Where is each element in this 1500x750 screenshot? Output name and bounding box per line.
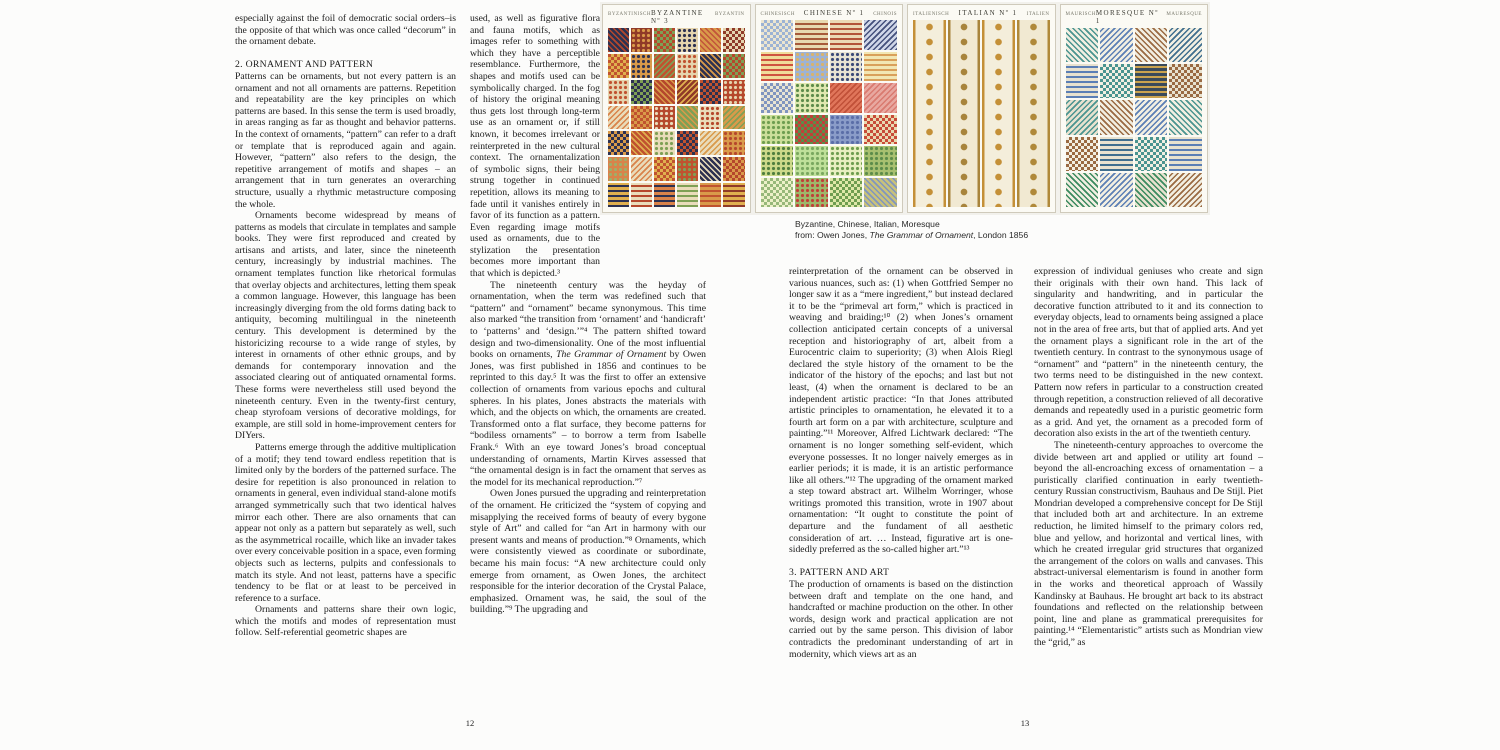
pattern-swatch (723, 131, 744, 155)
pattern-swatch (1100, 28, 1133, 62)
pattern-swatch (982, 20, 1015, 207)
paragraph: used, as well as figurative flora and fauna motifs, which as images refer to something with which they have a perceptible resemblance. Furthermore, the shapes and motifs used can be symbolically charged. In the fog of history the original meaning thus gets lost through long-term use as an ornament or, if still known, it becomes irrelevant or reinterpreted in the new cultural context. The ornamentalization of symbolic signs, their being strung together in continued repetition, allows its meaning to fade until it vanishes entirely in favor of its function as a pattern. Even regarding image motifs used as ornaments, due to the stylization the presentation becomes more important than that which is depicted.³ (470, 13, 600, 280)
page-number-left: 12 (465, 718, 475, 728)
pattern-swatch (1100, 173, 1133, 207)
pattern-swatch (1017, 20, 1050, 207)
plate-title: CHINESE Nº 1 (803, 9, 865, 17)
plate-label-german: ITALIENISCH (913, 12, 950, 17)
plate-header (1066, 9, 1203, 25)
pattern-swatch (1066, 173, 1099, 207)
pattern-swatch (1169, 137, 1202, 171)
pattern-swatch (1169, 173, 1202, 207)
plate-label-german: BYZANTINISCH (608, 12, 651, 17)
pattern-swatch (723, 183, 744, 207)
pattern-swatch (864, 20, 897, 50)
pattern-swatch (723, 28, 744, 52)
pattern-swatch (1135, 28, 1168, 62)
pattern-swatch (1169, 100, 1202, 134)
plate-italian (907, 4, 1056, 213)
right-page-column-2 (1034, 266, 1263, 649)
plate-label-french: ITALIEN (1026, 12, 1050, 17)
paragraph-gap (235, 48, 456, 60)
pattern-swatch (723, 157, 744, 181)
pattern-swatch (1066, 64, 1099, 98)
pattern-swatch (864, 83, 897, 113)
plate-label-german: MAURISCH (1065, 12, 1096, 17)
plate-header (913, 9, 1050, 17)
pattern-swatch (761, 115, 794, 145)
plate-label-french: MAURESQUE (1166, 12, 1202, 17)
paragraph: The production of ornaments is based on the distinction between draft and template on the one hand, and handcrafted or machine production on the other. In other words, design work and practical application are not carried out by the same person. This division of labor contradicts the predominant understanding of art in modernity, which views art as an (789, 579, 1013, 660)
pattern-swatch (761, 83, 794, 113)
section-heading: 3. PATTERN AND ART (789, 567, 890, 579)
section-heading: 2. ORNAMENT AND PATTERN (235, 59, 374, 71)
paragraph-gap (789, 556, 1013, 568)
pattern-swatch (795, 146, 828, 176)
pattern-swatch (1066, 137, 1099, 171)
paragraph: The nineteenth century was the heyday of ornamentation, when the term was redefined such that “pattern” and “ornament” became synonymous. This time also marked “the transition from ‘ornament’ and ‘handicraft’ to ‘patterns’ and ‘design.’”⁴ The pattern shifted toward design and two-dimensionality. One of the most influential books on ornaments, The Grammar of Ornament by Owen Jones, was first published in 1856 and continues to be reprinted to this day.⁵ It was the first to offer an extensive collection of ornaments from various epochs and cultural spheres. In his plates, Jones abstracts the materials with which, and the objects on which, the ornaments are created. Transformed onto a flat surface, they become patterns for “bodiless ornaments” – to borrow a term from Isabelle Frank.⁶ With an eye toward Jones’s broad conceptual understanding of ornaments, Martin Kirves assessed that “the ornamental design is in fact the ornament that serves as the model for its mechanical reproduction.”⁷ (470, 279, 706, 488)
pattern-swatch (913, 20, 946, 207)
pattern-swatch (1100, 137, 1133, 171)
plate-title: BYZANTINE Nº 3 (650, 9, 704, 25)
pattern-swatch (795, 178, 828, 208)
pattern-swatch (761, 52, 794, 82)
pattern-swatch (830, 115, 863, 145)
pattern-swatch (830, 83, 863, 113)
pattern-swatch (864, 115, 897, 145)
pattern-swatch (830, 52, 863, 82)
figure-caption (795, 219, 1028, 241)
paragraph: especially against the foil of democratic social orders–is the opposite of that which was once called “decorum” in the ornament debate. (235, 13, 456, 48)
pattern-swatch (761, 20, 794, 50)
plate-title: ITALIAN Nº 1 (958, 9, 1018, 17)
paragraph: The nineteenth-century approaches to overcome the divide between art and applied or utility art found – beyond the all-encroaching excess of ornamentation – a puristically clarified continuation in early twentieth-century Russian constructivism, Bauhaus and De Stijl. Piet Mondrian developed a comprehensive concept for De Stijl that included both art and architecture. In an extreme reduction, he limited himself to the primary colors red, blue and yellow, and horizontal and vertical lines, with which he created irregular grid structures that organized the arrangement of the colors on walls and canvases. This abstract-universal elementarism is found in another form in the works and theoretical approach of Wassily Kandinsky at Bauhaus. He brought art back to its abstract foundations and reflected on the relationship between point, line and plane as grammatical prerequisites for painting.¹⁴ “Elementaristic” artists such as Mondrian view the “grid,” as (1034, 439, 1263, 648)
pattern-swatch (830, 178, 863, 208)
pattern-swatch (1100, 64, 1133, 98)
pattern-swatch (795, 20, 828, 50)
right-page-column-1 (789, 266, 1013, 660)
plate-label-german: CHINESISCH (760, 12, 795, 17)
pattern-swatch (864, 146, 897, 176)
pattern-swatch (761, 178, 794, 208)
paragraph: Ornaments become widespread by means of patterns as models that circulate in templates and sample books. They were first reproduced and created by artisans and artists, and later, since the nineteenth century, increasingly by industrial machines. The ornament templates function like rhetorical formulas that overlay objects and architectures, letting them speak a common language. However, this language has been increasingly diverging from the old forms dating back to antiquity, becoming multilingual in the nineteenth century. This development is determined by the historicizing recourse to a wide range of styles, by interest in ornaments of other ethnic groups, and by demands for contemporary innovation and the associated clearing out of antiquated ornamental forms. These forms were nevertheless still used beyond the nineteenth century. Even in the twenty-first century, cheap styrofoam versions of decorative moldings, for example, are still sold in home-improvement centers for DIYers. (235, 210, 456, 442)
plate-label-french: CHINOIS (873, 12, 897, 17)
pattern-swatch (830, 20, 863, 50)
plate-moresque (1060, 4, 1209, 213)
plate-header (761, 9, 898, 17)
left-page-column-1 (235, 13, 456, 639)
paragraph: Patterns emerge through the additive multiplication of a motif; they tend toward endless repetition that is limited only by the borders of the patterned surface. The desire for repetition is also pronounced in relation to ornaments in general, even individual stand-alone motifs arranged symmetrically such that two identical halves mirror each other. There are also ornaments that can appear not only as a pattern but separately as well, such as the asymmetrical rocaille, which like an invader takes over every conceivable position in a space, even forming objects such as lecterns, pulpits and confessionals to match its style. And not least, patterns have a specific tendency to be flat or at least to be perceived in reference to a surface. (235, 441, 456, 604)
paragraph: Patterns can be ornaments, but not every pattern is an ornament and not all ornaments are patterns. Repetition and repeatability are the key principles on which patterns are based. In this sense the term is used broadly, in areas ranging as far as thought and behavior patterns. In the context of ornaments, “pattern” can refer to a draft or template that is reproduced again and again. However, “pattern” also refers to the design, the repetitive arrangement of motifs and shapes – an arrangement that in turn generates an overarching structure, usually a rhythmic metastructure composing the whole. (235, 70, 456, 210)
plate-title: MORESQUE Nº 1 (1095, 9, 1159, 25)
pattern-swatch (723, 54, 744, 78)
paragraph: reinterpretation of the ornament can be observed in various nuances, such as: (1) when Gottfried Semper no longer saw it as a “mere ingredient,” but instead declared it to be the “primeval art form,” which is practiced in weaving and braiding;¹⁰ (2) when Jones’s ornament collection anticipated certain concepts of a universal reception and historiography of art, albeit from a Eurocentric claim to superiority; (3) when Alois Riegl declared the style history of the ornament to be the indicator of the history of the epochs; and last but not least, (4) when the ornament is declared to be an independent artistic practice: “In that Jones attributed artistic principles to ornamentation, he elevated it to a fourth art form on a par with architecture, sculpture and painting.”¹¹ Moreover, Alfred Lichtwark declared: “The ornament is no longer something self-evident, which everyone possesses. It no longer naively emerges as in earlier periods; it is made, it is an artistic performance like all others.”¹² The upgrading of the ornament marked a step toward abstract art. Wilhelm Worringer, whose writings promoted this transition, wrote in 1907 about ornamentation: “It ought to constitute the point of departure and the fundament of all aesthetic consideration of art. … Instead, figurative art is one-sidedly preferred as the so-called higher art.”¹³ (789, 266, 1013, 556)
paragraph: expression of individual geniuses who create and sign their originals with their own hand. This lack of singularity and handwriting, and in particular the decorative function attributed to it and its connection to everyday objects, lead to ornaments being assigned a place not in the area of free arts, but that of applied arts. And yet the ornament plays a significant role in the art of the twentieth century. In contrast to the synonymous usage of “ornament” and “pattern” in the nineteenth century, the two terms need to be distinguished in the new context. Pattern now refers in particular to a construction created through repetition, a construction relieved of all decorative demands and repeatedly used in a puristic geometric form as a grid. And yet, the ornament as a precoded form of decoration also exists in the art of the twentieth century. (1034, 266, 1263, 440)
pattern-swatch (1135, 64, 1168, 98)
pattern-swatch (830, 146, 863, 176)
plate-pattern-grid (1066, 28, 1203, 207)
pattern-swatch (1135, 100, 1168, 134)
pattern-swatch (1066, 28, 1099, 62)
caption-line-1: Byzantine, Chinese, Italian, Moresque (795, 219, 940, 229)
pattern-swatch (795, 83, 828, 113)
plate-label-french: BYZANTIN (714, 12, 745, 17)
paragraph: Ornaments and patterns share their own logic, which the motifs and modes of representation must follow. Self-referential geometric shapes are (235, 604, 456, 639)
left-page-column-2 (470, 13, 706, 616)
pattern-swatch (1169, 28, 1202, 62)
plate-pattern-grid (913, 20, 1050, 207)
pattern-swatch (1169, 64, 1202, 98)
pattern-swatch (864, 178, 897, 208)
pattern-swatch (795, 52, 828, 82)
pattern-swatch (761, 146, 794, 176)
pattern-swatch (1100, 100, 1133, 134)
pattern-swatch (864, 52, 897, 82)
plate-chinese (755, 4, 904, 213)
page-number-right: 13 (1020, 718, 1030, 728)
pattern-swatch (795, 115, 828, 145)
pattern-swatch (723, 80, 744, 104)
pattern-swatch (948, 20, 981, 207)
pattern-swatch (723, 106, 744, 130)
text-wrap-spacer (600, 13, 706, 259)
caption-line-2: from: Owen Jones, The Grammar of Ornament, London 1856 (795, 229, 1029, 240)
pattern-swatch (1135, 173, 1168, 207)
plate-pattern-grid (761, 20, 898, 207)
pattern-swatch (1066, 100, 1099, 134)
pattern-swatch (1135, 137, 1168, 171)
paragraph: Owen Jones pursued the upgrading and reinterpretation of the ornament. He criticized the “system of copying and misapplying the received forms of beauty of every bygone style of Art” and called for “an Art in harmony with our present wants and means of production.”⁸ Ornaments, which were consistently viewed as coordinate or subordinate, became his main focus: “A new architecture could only emerge from ornament, as Owen Jones, the architect responsible for the interior decoration of the Crystal Palace, emphasized. Ornament was, he said, the soul of the building.”⁹ The upgrading and (470, 488, 706, 616)
